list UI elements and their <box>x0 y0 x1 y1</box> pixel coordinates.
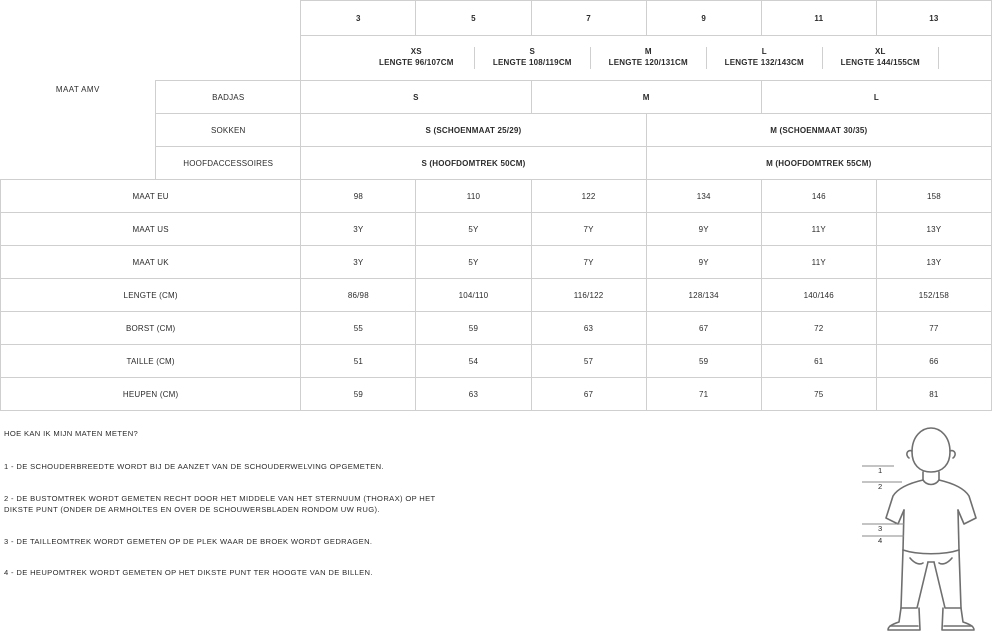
cell-heupen-5: 81 <box>876 378 991 411</box>
callout-3: 3 <box>878 524 883 533</box>
cell-maat-us-4: 11Y <box>761 213 876 246</box>
maat-amv-label <box>1 1 156 180</box>
row-label-sokken: SOKKEN <box>156 114 301 147</box>
size-numeric-0: 3 <box>301 1 416 36</box>
badjas-value-0: S <box>301 81 531 114</box>
letter-size-l-length: LENGTE 132/143CM <box>724 58 804 67</box>
table-row <box>1 246 992 279</box>
cell-maat-eu-3: 134 <box>646 180 761 213</box>
size-numeric-3: 9 <box>646 1 761 36</box>
table-row <box>1 312 992 345</box>
cell-maat-eu-2: 122 <box>531 180 646 213</box>
table-row <box>1 180 992 213</box>
cell-lengte-1: 104/110 <box>416 279 531 312</box>
table-row <box>1 345 992 378</box>
row-label-taille: TAILLE (CM) <box>1 345 301 378</box>
cell-taille-0: 51 <box>301 345 416 378</box>
note-3: 3 - DE TAILLEOMTREK WORDT GEMETEN OP DE PLEK WAAR DE BROEK WORDT GEDRAGEN. <box>4 536 373 546</box>
letter-size-xs <box>359 47 475 69</box>
note-2-line-2: DIKSTE PUNT (ONDER DE ARMHOLTES EN OVER DE SCHOUWERSBLADEN RONDOM UW RUG). <box>4 505 380 515</box>
letter-size-band <box>301 36 992 81</box>
cell-maat-us-1: 5Y <box>416 213 531 246</box>
letter-size-m-length: LENGTE 120/131CM <box>608 58 688 67</box>
letter-size-xl <box>823 47 939 69</box>
letter-size-spacer <box>301 47 359 69</box>
cell-taille-4: 61 <box>761 345 876 378</box>
note-2-line-1: 2 - DE BUSTOMTREK WORDT GEMETEN RECHT DOOR HET MIDDELE VAN HET STERNUUM (THORAX) OP HET <box>4 493 436 503</box>
cell-lengte-5: 152/158 <box>876 279 991 312</box>
table-row-numeric-sizes <box>1 1 992 36</box>
letter-size-xl-length: LENGTE 144/155CM <box>840 58 920 67</box>
row-label-badjas: BADJAS <box>156 81 301 114</box>
cell-lengte-4: 140/146 <box>761 279 876 312</box>
letter-size-xl-letter: XL <box>874 47 886 57</box>
row-label-maat-eu: MAAT EU <box>1 180 301 213</box>
callout-2: 2 <box>878 482 883 491</box>
cell-borst-4: 72 <box>761 312 876 345</box>
cell-lengte-0: 86/98 <box>301 279 416 312</box>
size-numeric-2: 7 <box>531 1 646 36</box>
cell-maat-uk-4: 11Y <box>761 246 876 279</box>
cell-heupen-3: 71 <box>646 378 761 411</box>
letter-size-s <box>475 47 591 69</box>
letter-size-xs-length: LENGTE 96/107CM <box>379 58 454 67</box>
table-row <box>1 279 992 312</box>
row-label-maat-uk: MAAT UK <box>1 246 301 279</box>
cell-maat-us-2: 7Y <box>531 213 646 246</box>
cell-borst-3: 67 <box>646 312 761 345</box>
cell-heupen-2: 67 <box>531 378 646 411</box>
cell-borst-1: 59 <box>416 312 531 345</box>
empty-cell-letters <box>156 36 301 81</box>
cell-lengte-2: 116/122 <box>531 279 646 312</box>
cell-maat-uk-0: 3Y <box>301 246 416 279</box>
badjas-value-2: L <box>761 81 991 114</box>
hoofdaccessoires-value-0: S (HOOFDOMTREK 50CM) <box>301 147 646 180</box>
cell-lengte-3: 128/134 <box>646 279 761 312</box>
maat-amv-text: MAAT AMV <box>55 85 100 95</box>
sokken-value-1: M (SCHOENMAAT 30/35) <box>646 114 991 147</box>
cell-taille-3: 59 <box>646 345 761 378</box>
cell-maat-eu-4: 146 <box>761 180 876 213</box>
letter-size-s-letter: S <box>529 47 536 57</box>
cell-maat-uk-1: 5Y <box>416 246 531 279</box>
cell-maat-eu-5: 158 <box>876 180 991 213</box>
cell-heupen-4: 75 <box>761 378 876 411</box>
row-label-lengte: LENGTE (CM) <box>1 279 301 312</box>
cell-borst-0: 55 <box>301 312 416 345</box>
table-row <box>1 378 992 411</box>
cell-maat-eu-0: 98 <box>301 180 416 213</box>
row-label-heupen: HEUPEN (CM) <box>1 378 301 411</box>
letter-size-xs-letter: XS <box>410 47 422 57</box>
cell-borst-2: 63 <box>531 312 646 345</box>
measurement-notes <box>4 428 604 578</box>
hoofdaccessoires-value-1: M (HOOFDOMTREK 55CM) <box>646 147 991 180</box>
sokken-value-0: S (SCHOENMAAT 25/29) <box>301 114 646 147</box>
cell-taille-5: 66 <box>876 345 991 378</box>
note-4: 4 - DE HEUPOMTREK WORDT GEMETEN OP HET DIKSTE PUNT TER HOOGTE VAN DE BILLEN. <box>4 567 373 577</box>
cell-heupen-1: 63 <box>416 378 531 411</box>
cell-maat-us-0: 3Y <box>301 213 416 246</box>
cell-taille-2: 57 <box>531 345 646 378</box>
cell-maat-us-3: 9Y <box>646 213 761 246</box>
row-label-borst: BORST (CM) <box>1 312 301 345</box>
note-1: 1 - DE SCHOUDERBREEDTE WORDT BIJ DE AANZET VAN DE SCHOUDERWELVING OPGEMETEN. <box>4 462 384 472</box>
row-label-hoofdaccessoires: HOOFDACCESSOIRES <box>156 147 301 180</box>
size-numeric-4: 11 <box>761 1 876 36</box>
letter-size-l-letter: L <box>761 47 767 57</box>
cell-taille-1: 54 <box>416 345 531 378</box>
callout-1: 1 <box>878 466 883 475</box>
badjas-value-1: M <box>531 81 761 114</box>
letter-size-m-letter: M <box>644 47 652 57</box>
cell-maat-us-5: 13Y <box>876 213 991 246</box>
letter-size-m <box>591 47 707 69</box>
cell-maat-uk-5: 13Y <box>876 246 991 279</box>
row-label-maat-us: MAAT US <box>1 213 301 246</box>
cell-maat-uk-2: 7Y <box>531 246 646 279</box>
table-row <box>1 213 992 246</box>
letter-size-l <box>707 47 823 69</box>
cell-maat-eu-1: 110 <box>416 180 531 213</box>
callout-4: 4 <box>878 536 883 545</box>
notes-question: HOE KAN IK MIJN MATEN METEN? <box>4 429 139 438</box>
size-numeric-5: 13 <box>876 1 991 36</box>
letter-size-s-length: LENGTE 108/119CM <box>492 58 572 67</box>
size-numeric-1: 5 <box>416 1 531 36</box>
letter-size-tail-spacer <box>939 47 991 69</box>
cell-heupen-0: 59 <box>301 378 416 411</box>
empty-cell-top <box>156 1 301 36</box>
cell-borst-5: 77 <box>876 312 991 345</box>
cell-maat-uk-3: 9Y <box>646 246 761 279</box>
